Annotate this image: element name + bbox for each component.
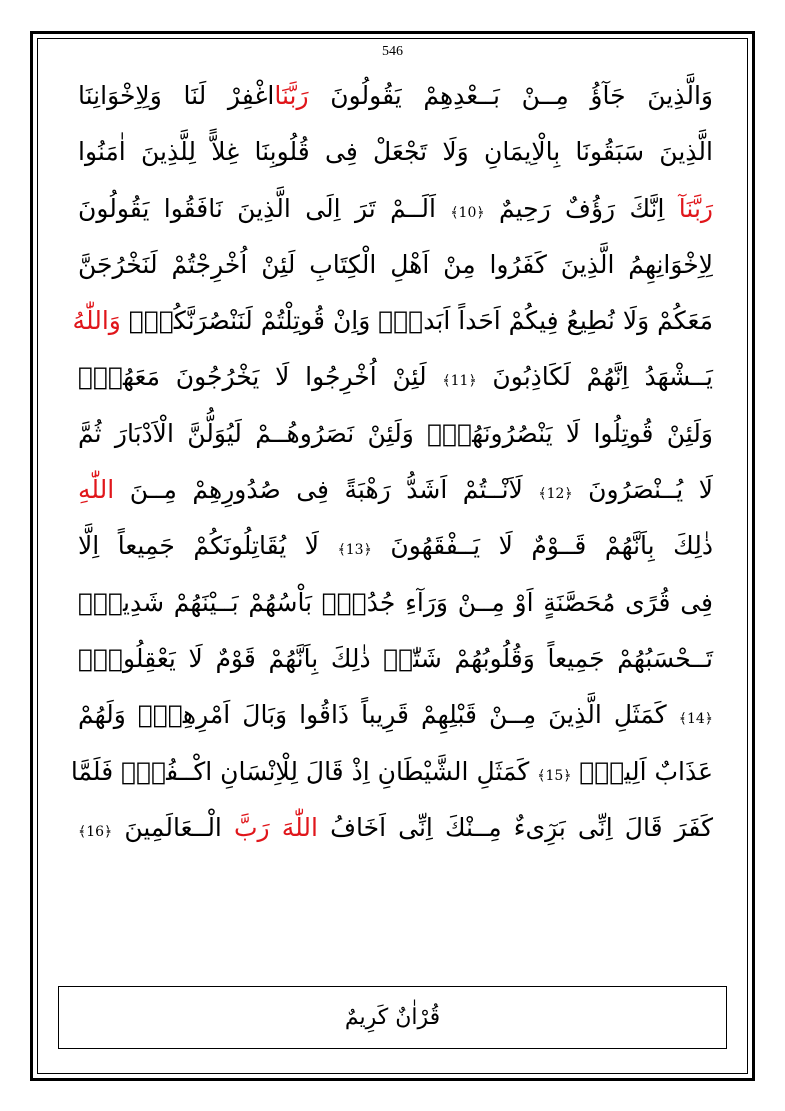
verse-text: كَمَثَلِ الَّذِينَ مِــنْ قَبْلِهِمْ قَرِيباً ذَاقُوا وَبَالَ اَمْرِهِمْۚ وَلَهُمْ [78,700,679,730]
text-line [70,744,713,800]
text-line [78,575,713,631]
highlighted-divine-name: رَبَّنَا [274,81,309,110]
highlighted-divine-name: وَاللّٰهُ [72,306,121,336]
verse-text: اغْفِرْ لَنَا وَلِاِخْوَانِنَا [78,81,275,110]
verse-text: يَــشْهَدُ اِنَّهُمْ لَكَاذِبُونَ [476,362,713,392]
verse-text: كَفَرَ قَالَ اِنِّى بَرِٓیءٌ مِــنْكَ اِنِّى اَخَافُ [317,812,713,842]
verse-text: لَاَنْــتُمْ اَشَدُّ رَهْبَةً فِى صُدُورِهِمْ مِــنَ [114,475,539,505]
highlighted-divine-name: اللّٰهِ [78,475,115,505]
text-line [78,68,713,124]
footer-title: قُرْاٰنٌ كَرِيمٌ [344,1005,441,1030]
text-line [78,800,713,856]
ayah-number-marker: ﴿10﴾ [450,204,485,221]
ayah-number-marker: ﴿11﴾ [442,373,477,390]
text-line [78,124,713,180]
verse-text: اِنَّكَ رَؤُفٌ رَحِيمٌ [484,193,679,223]
text-line [78,462,713,518]
verse-text: وَلَئِنْ قُوتِلُوا لَا يَنْصُرُونَهُمْۚ وَلَئِنْ نَصَرُوهُــمْ لَيُوَلُّنَّ الْاَدْبَارَ ثُمَّ [78,418,713,448]
ayah-number-marker: ﴿13﴾ [337,542,372,559]
ayah-number-marker: ﴿14﴾ [678,711,713,728]
verse-text: ذٰلِكَ بِاَنَّهُمْ قَــوْمٌ لَا يَــفْقَهُونَ [371,531,713,561]
footer-box [58,986,727,1049]
text-line [78,181,713,237]
verse-text: لَئِنْ اُخْرِجُوا لَا يَخْرُجُونَ مَعَهُمْۚ [78,362,443,392]
text-line [78,349,713,405]
verse-text: وَالَّذِينَ جَآؤُ مِــنْ بَــعْدِهِمْ يَقُولُونَ [308,81,713,110]
verse-text: مَعَكُمْ وَلَا نُطِيعُ فِيكُمْ اَحَداً اَبَداًۙ وَاِنْ قُوتِلْتُمْ لَنَنْصُرَنَّكُمْۜ [120,306,713,336]
text-line [78,631,713,687]
highlighted-divine-name: اللّٰهَ رَبَّ [234,812,318,842]
quran-text-block [70,68,713,856]
verse-text: الَّذِينَ سَبَقُونَا بِالْاِيمَانِ وَلَا تَجْعَلْ فِى قُلُوبِنَا غِلاًّ لِلَّذِينَ اٰمَنُوا [78,137,713,167]
text-line [78,687,713,743]
ayah-number-marker: ﴿12﴾ [538,486,573,503]
highlighted-divine-name: رَبَّنَآ [678,193,713,223]
ayah-number-marker: ﴿15﴾ [537,767,572,784]
verse-text: لَا يُقَاتِلُونَكُمْ جَمِيعاً اِلَّا [78,531,338,561]
verse-text: لَا يُــنْصَرُونَ [572,475,713,505]
verse-text: تَــحْسَبُهُمْ جَمِيعاً وَقُلُوبُهُمْ شَتّٰىۜ ذٰلِكَ بِاَنَّهُمْ قَوْمٌ لَا يَعْقِلُونَۚ [78,643,713,673]
verse-text: الْــعَالَمِينَ [112,812,234,842]
verse-text: اَلَــمْ تَرَ اِلَى الَّذِينَ نَافَقُوا يَقُولُونَ [78,193,451,223]
text-line [78,237,713,293]
text-line [72,293,713,349]
text-line [78,406,713,462]
text-line [78,518,713,574]
verse-text: فِى قُرًى مُحَصَّنَةٍ اَوْ مِــنْ وَرَآءِ جُدُرٍۜ بَاْسُهُمْ بَــيْنَهُمْ شَدِيدٌۜ [78,587,713,617]
page-number: 546 [382,44,403,59]
verse-text: لِاِخْوَانِهِمُ الَّذِينَ كَفَرُوا مِنْ اَهْلِ الْكِتَابِ لَئِنْ اُخْرِجْتُمْ لَنَخْرُجَنَّ [78,249,713,279]
verse-text: عَذَابٌ اَلِيمٌۚ [571,756,713,786]
ayah-number-marker: ﴿16﴾ [78,823,113,840]
verse-text: كَمَثَلِ الشَّيْطَانِ اِذْ قَالَ لِلْاِنْسَانِ اكْــفُرْۚ فَلَمَّا [70,756,538,786]
